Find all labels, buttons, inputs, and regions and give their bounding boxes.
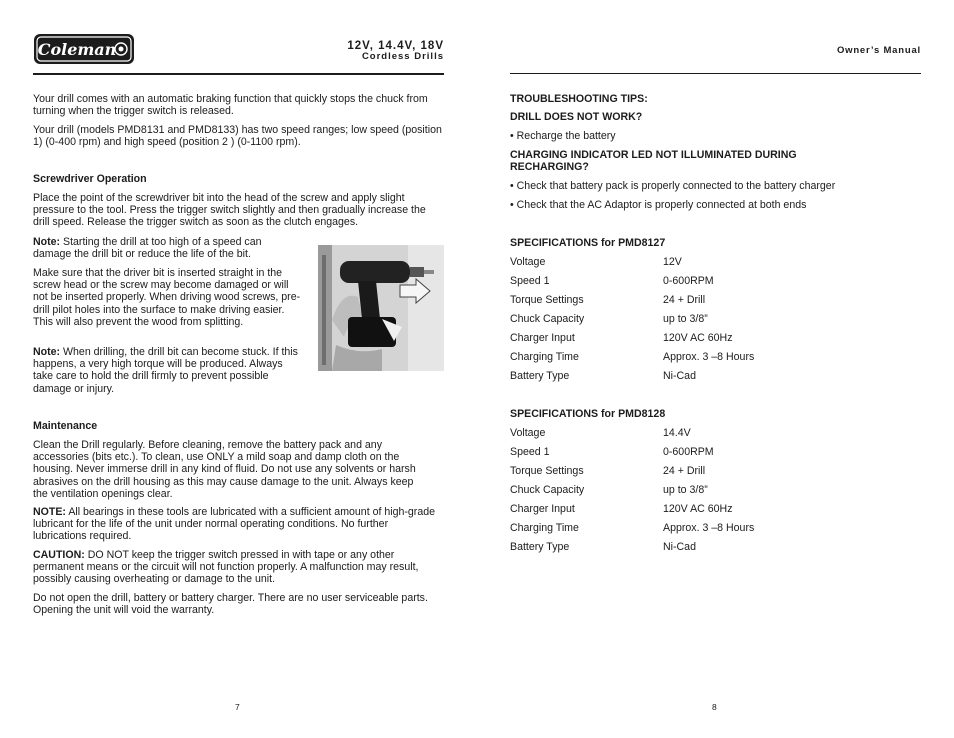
spec-label: Voltage: [510, 427, 546, 439]
spec-value: 120V AC 60Hz: [663, 503, 733, 515]
coleman-logo: [33, 33, 135, 65]
spec-label: Charger Input: [510, 503, 575, 515]
spec-label: Speed 1: [510, 275, 550, 287]
led-heading: CHARGING INDICATOR LED NOT ILLUMINATED DURING RECHARGING?: [510, 149, 797, 174]
note-text: All bearings in these tools are lubricated with a sufficient amount of high-grade lubricant for the life of the unit under normal operating conditions. No further lubrications required.: [33, 506, 436, 543]
caution-paragraph: [33, 549, 433, 586]
spec-value: Ni-Cad: [663, 541, 696, 553]
spec-label: Voltage: [510, 256, 546, 268]
spec-value: 0-600RPM: [663, 275, 714, 287]
led-tip-charger: • Check that battery pack is properly connected to the battery charger: [510, 180, 836, 192]
spec-label: Charging Time: [510, 522, 579, 534]
note-text: Starting the drill at too high of a speed can damage the drill bit or reduce the life of the bit.: [33, 236, 262, 261]
recharge-tip: • Recharge the battery: [510, 130, 616, 142]
spec-value: 14.4V: [663, 427, 691, 439]
spec-label: Torque Settings: [510, 465, 584, 477]
drill-not-work-heading: DRILL DOES NOT WORK?: [510, 111, 643, 123]
spec-label: Charger Input: [510, 332, 575, 344]
page-number-right: 8: [712, 702, 717, 712]
driver-bit-paragraph: Make sure that the driver bit is inserted straight in the screw head or the screw may become damaged or will not be inserted properly. When driving wood screws, pre-drill pilot holes into the surface to make driving easier. This will also prevent the wood from splitting.: [33, 267, 301, 328]
spec-label: Speed 1: [510, 446, 550, 458]
screwdriver-heading: Screwdriver Operation: [33, 173, 147, 185]
warranty-paragraph: Do not open the drill, battery or battery charger. There are no user serviceable parts. Opening the unit will void the warranty.: [33, 592, 428, 617]
spec-value: up to 3/8”: [663, 313, 708, 325]
note-starting-speed: [33, 236, 295, 260]
spec-value: up to 3/8”: [663, 484, 708, 496]
spec-value: Approx. 3 –8 Hours: [663, 522, 755, 534]
logo-wordmark: Coleman: [37, 40, 117, 59]
product-line: Cordless Drills: [361, 51, 444, 62]
spec-value: 120V AC 60Hz: [663, 332, 733, 344]
spec-value: 24 + Drill: [663, 294, 706, 306]
owners-manual-title: Owner’s Manual: [836, 45, 921, 56]
spec-heading-pmd8127: SPECIFICATIONS for PMD8127: [510, 237, 666, 249]
spec-heading-pmd8128: SPECIFICATIONS for PMD8128: [510, 408, 666, 420]
maintenance-heading: Maintenance: [33, 420, 98, 432]
header-rule-right: [510, 73, 921, 74]
spec-label: Chuck Capacity: [510, 313, 585, 325]
spec-value: 24 + Drill: [663, 465, 706, 477]
spec-value: Ni-Cad: [663, 370, 696, 382]
note-drill-stuck: [33, 346, 305, 395]
model-line: 12V, 14.4V, 18V: [347, 40, 444, 52]
note-label: Note:: [33, 236, 61, 248]
cleaning-paragraph: Clean the Drill regularly. Before cleaning, remove the battery pack and any accessories (bits etc.). To clean, use ONLY a mild soap and damp cloth on the housing. Never immerse drill in any kind of fluid. Do not use any solvents or harsh abrasives on the drill housing as this may cause damage to the unit. Always keep the ventilation openings clear.: [33, 439, 416, 500]
spec-value: 12V: [663, 256, 682, 268]
note-label: NOTE:: [33, 506, 66, 518]
caution-label: CAUTION:: [33, 549, 85, 561]
speed-range-paragraph: Your drill (models PMD8131 and PMD8133) has two speed ranges; low speed (position 1) (0-400 rpm) and high speed (position 2 ) (0-1100 rpm).: [33, 124, 442, 149]
spec-value: Approx. 3 –8 Hours: [663, 351, 755, 363]
troubleshooting-heading: TROUBLESHOOTING TIPS:: [510, 93, 648, 105]
spec-label: Chuck Capacity: [510, 484, 585, 496]
spec-value: 0-600RPM: [663, 446, 714, 458]
led-tip-adaptor: • Check that the AC Adaptor is properly connected at both ends: [510, 199, 807, 211]
drill-photo: [318, 245, 444, 371]
spec-label: Torque Settings: [510, 294, 584, 306]
spec-label: Battery Type: [510, 370, 570, 382]
note-bearings: [33, 506, 437, 543]
braking-paragraph: Your drill comes with an automatic braking function that quickly stops the chuck from turning when the trigger switch is released.: [33, 93, 428, 118]
note-label: Note:: [33, 346, 61, 358]
spec-label: Battery Type: [510, 541, 570, 553]
header-rule-left: [33, 73, 444, 75]
note-text: When drilling, the drill bit can become stuck. If this happens, a very high torque will be produced. Always take care to hold the drill firmly to prevent possible damage or injury.: [33, 346, 298, 395]
spec-label: Charging Time: [510, 351, 579, 363]
caution-text: DO NOT keep the trigger switch pressed in with tape or any other permanent means or the circuit will not function properly. A malfunction may result, possibly causing overheating or damage to the unit.: [33, 549, 419, 586]
screwdriver-paragraph: Place the point of the screwdriver bit into the head of the screw and apply slight pressure to the tool. Press the trigger switch slightly and then gradually increase the drill speed. Release the trigger switch as soon as the clutch engages.: [33, 192, 426, 229]
page-number-left: 7: [235, 702, 240, 712]
